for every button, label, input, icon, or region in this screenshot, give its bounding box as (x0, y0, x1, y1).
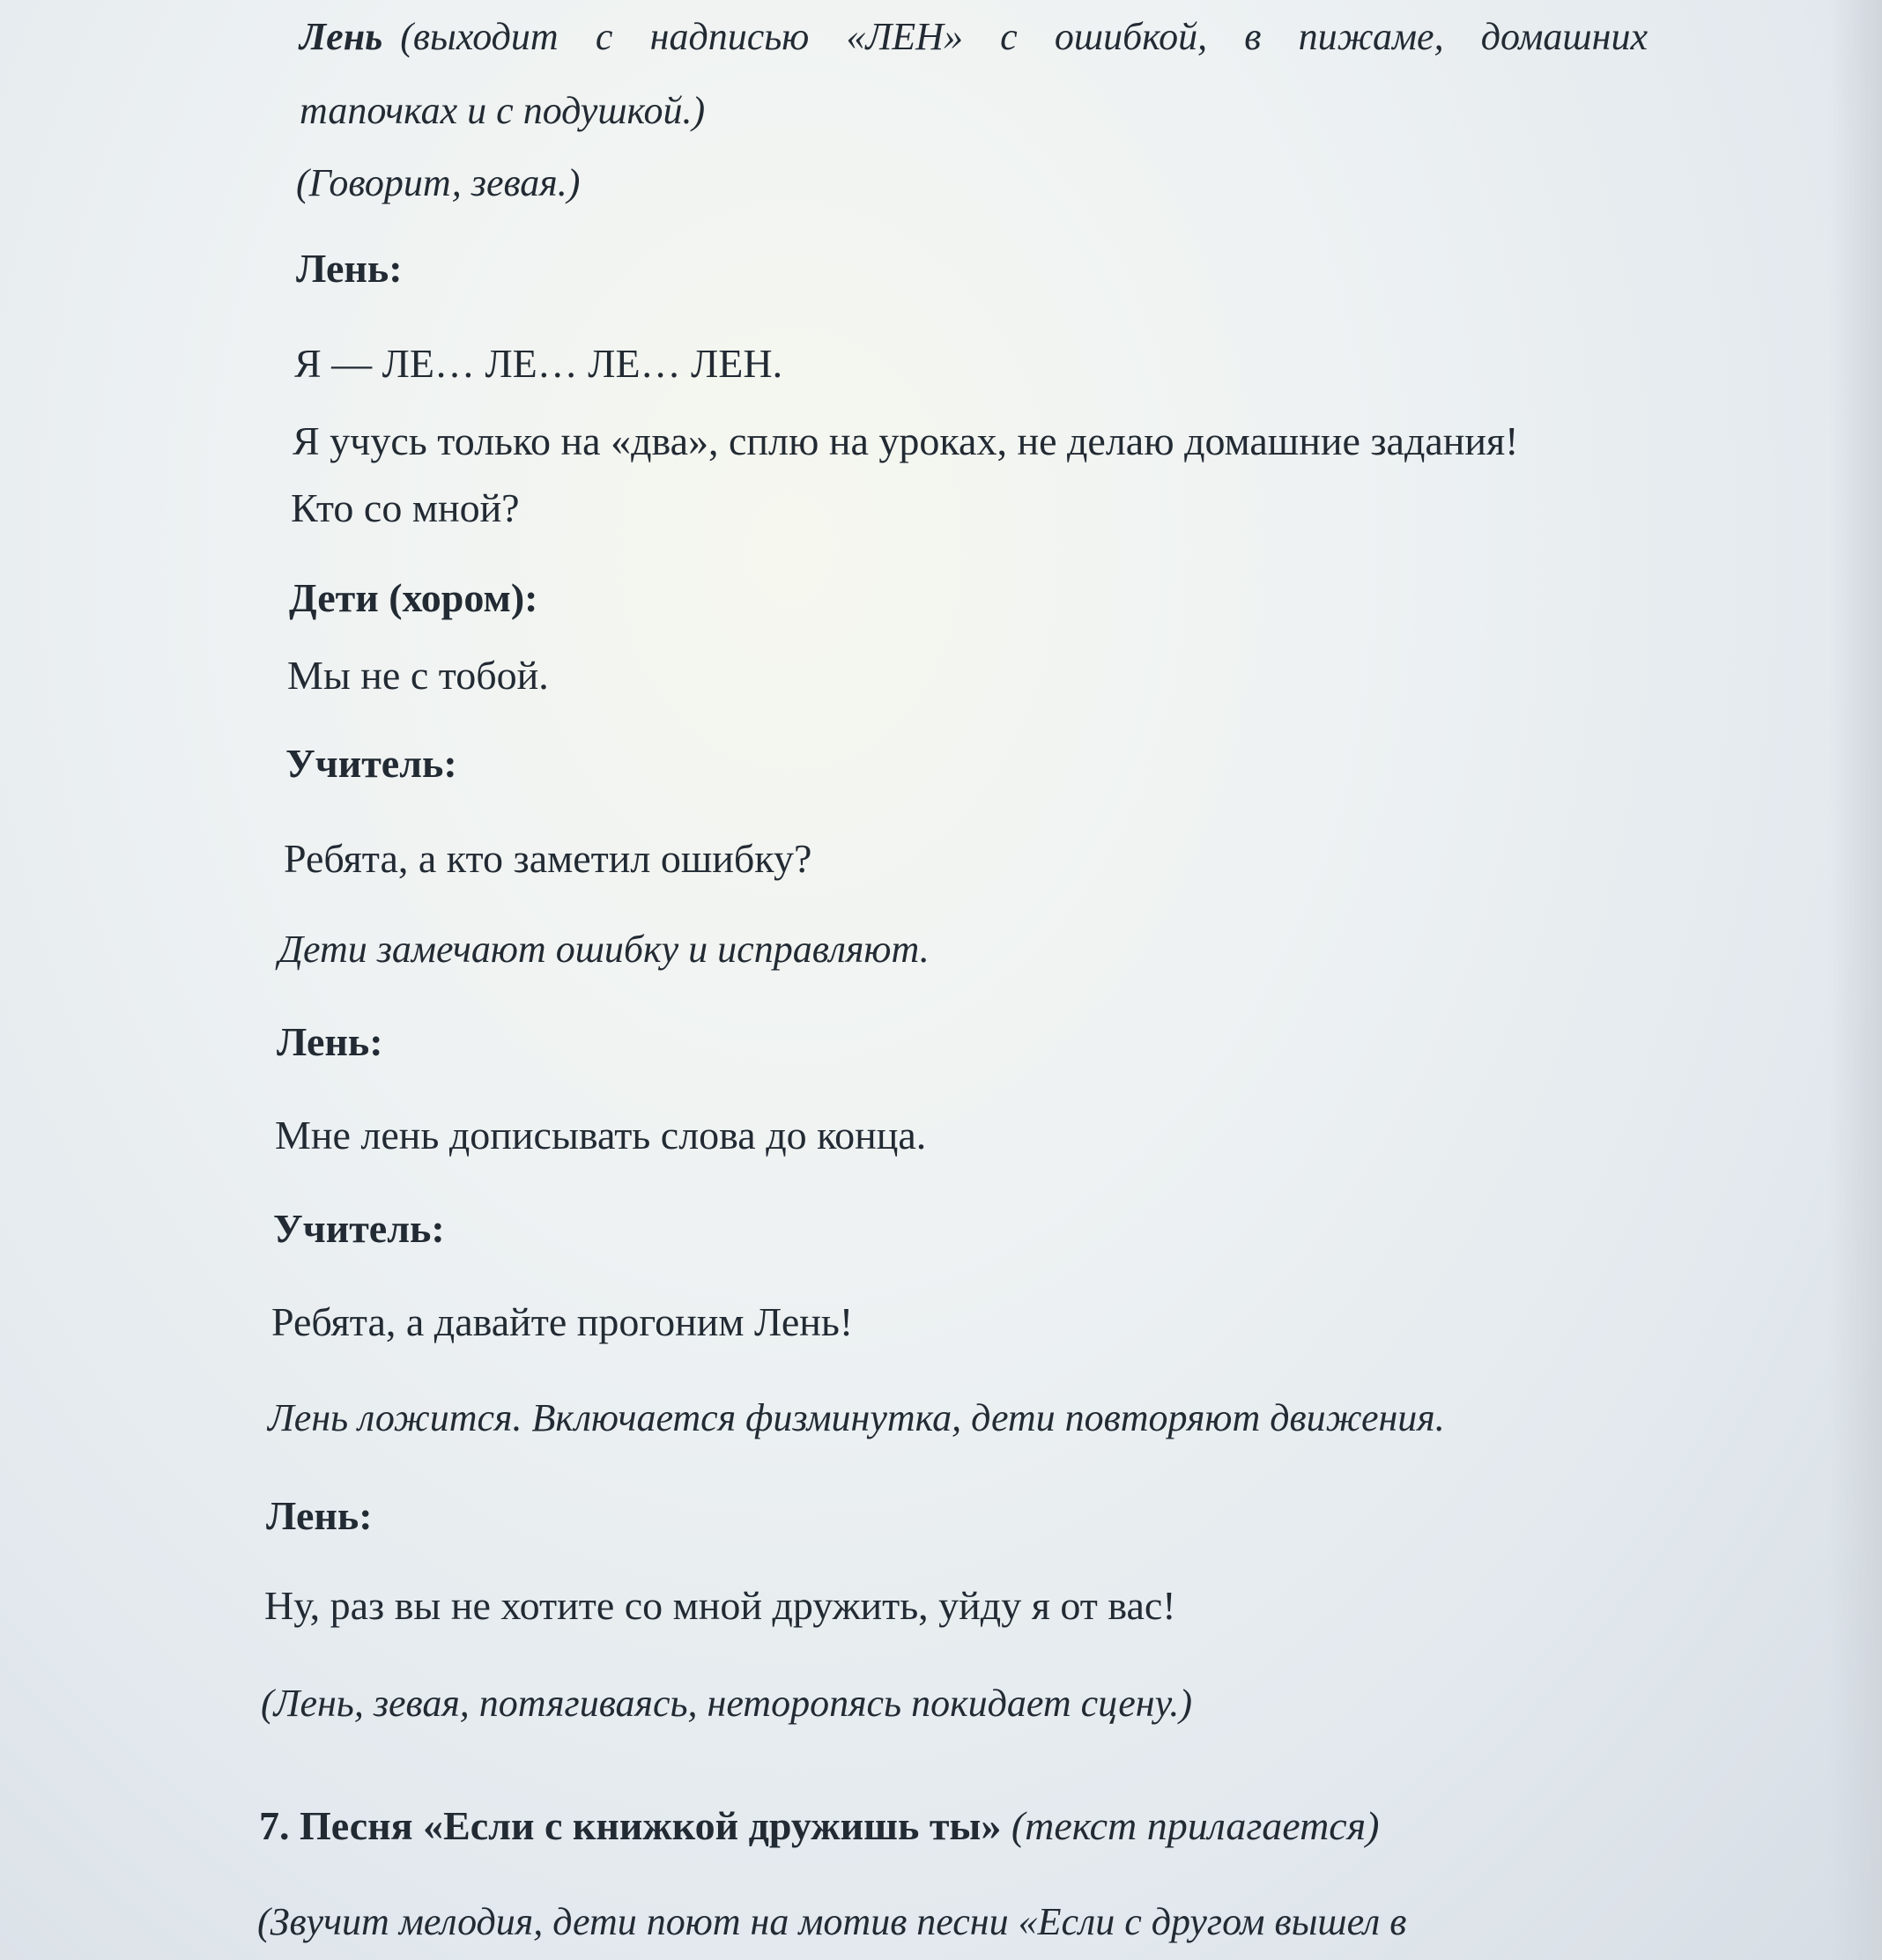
role-heading: Учитель: (285, 741, 457, 786)
speech-line: Я — ЛЕ… ЛЕ… ЛЕ… ЛЕН. (294, 341, 783, 386)
section-title: 7. Песня «Если с книжкой дружишь ты» (259, 1803, 1002, 1848)
stage-direction: (Лень, зевая, потягиваясь, неторопясь покидает сцену.) (261, 1682, 1193, 1725)
stage-direction: (Звучит мелодия, дети поют на мотив песни «Если с другом вышел в (257, 1900, 1407, 1943)
speech-line: Мы не с тобой. (287, 653, 549, 698)
stage-direction: Лень ложится. Включается физминутка, дети повторяют движения. (268, 1396, 1445, 1439)
intro-line (300, 15, 1648, 58)
role-heading: Учитель: (273, 1206, 445, 1251)
speech-line: Ну, раз вы не хотите со мной дружить, уйду я от вас! (264, 1583, 1176, 1628)
section-heading (259, 1803, 1380, 1848)
speech-line: Я учусь только на «два», сплю на уроках, не делаю домашние задания! (293, 418, 1519, 463)
speech-line: Кто со мной? (291, 485, 520, 530)
role-heading: Лень: (296, 246, 403, 291)
speech-line: Ребята, а давайте прогоним Лень! (271, 1299, 854, 1344)
stage-direction-continued: тапочках и с подушкой.) (300, 89, 706, 132)
role-heading: Лень: (277, 1019, 383, 1064)
role-heading: Лень: (266, 1493, 373, 1538)
stage-direction: Дети замечают ошибку и исправляют. (278, 928, 930, 971)
speech-line: Ребята, а кто заметил ошибку? (284, 836, 812, 881)
role-heading: Дети (хором): (289, 575, 538, 620)
section-note: (текст прилагается) (1011, 1803, 1380, 1848)
stage-direction: (выходит с надписью «ЛЕН» с ошибкой, в пижаме, домашних (400, 15, 1648, 58)
role-name: Лень (300, 15, 383, 58)
speech-line: Мне лень дописывать слова до конца. (275, 1113, 927, 1158)
stage-note: (Говорит, зевая.) (296, 161, 581, 204)
screen-edge-shadow (1829, 0, 1882, 1960)
